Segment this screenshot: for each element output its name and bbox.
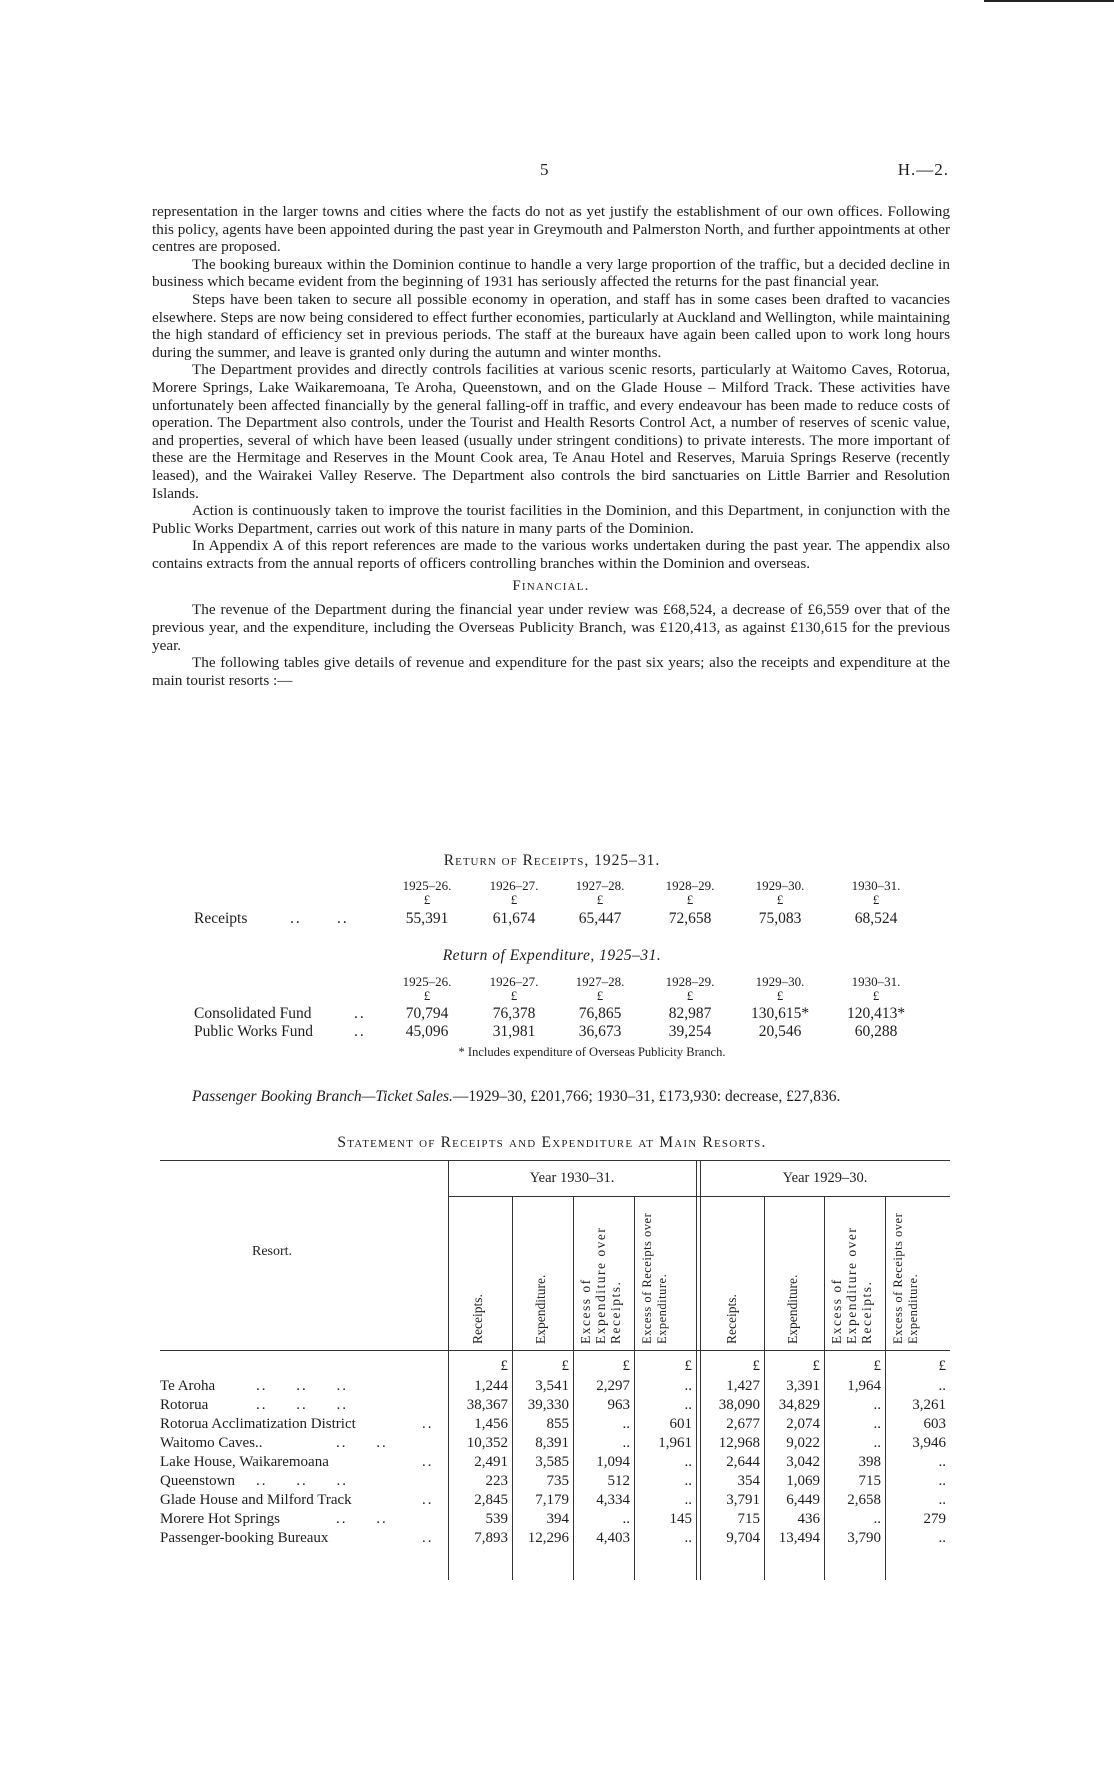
- row-leader: .. .. ..: [256, 1397, 348, 1413]
- resort-name: Rotorua Acclimatization District: [160, 1416, 356, 1432]
- cell-value: ..: [873, 1435, 881, 1451]
- year-header: 1929–30.: [755, 974, 805, 989]
- resort-name: Rotorua: [160, 1397, 209, 1413]
- cell-value: 12,296: [527, 1530, 569, 1546]
- unit-label: £: [500, 1358, 508, 1374]
- table-rule: [885, 1196, 886, 1580]
- table-rule: [700, 1160, 701, 1580]
- cell-value: ..: [684, 1530, 692, 1546]
- cell-value: 3,541: [535, 1378, 569, 1394]
- expenditure-value: 36,673: [578, 1023, 622, 1040]
- cell-value: ..: [622, 1416, 630, 1432]
- passenger-booking-paragraph: [152, 1088, 952, 1106]
- unit-label: £: [776, 892, 784, 907]
- cell-value: 1,964: [847, 1378, 881, 1394]
- row-leader: ..: [422, 1416, 434, 1432]
- cell-value: 1,427: [726, 1378, 760, 1394]
- cell-value: 855: [546, 1416, 569, 1432]
- column-header: Expenditure.: [533, 1274, 548, 1344]
- table-rule: [824, 1196, 825, 1580]
- year-group-header: Year 1930–31.: [529, 1170, 615, 1186]
- cell-value: ..: [684, 1397, 692, 1413]
- cell-value: ..: [622, 1511, 630, 1527]
- cell-value: ..: [873, 1511, 881, 1527]
- year-header: 1929–30.: [755, 878, 805, 893]
- expenditure-value: 70,794: [405, 1005, 449, 1022]
- cell-value: 1,094: [596, 1454, 630, 1470]
- receipts-value: 55,391: [405, 910, 449, 927]
- resort-name: Passenger-booking Bureaux: [160, 1530, 329, 1546]
- cell-value: 512: [607, 1473, 630, 1489]
- resort-name: Te Aroha: [160, 1378, 216, 1394]
- cell-value: 2,677: [726, 1416, 760, 1432]
- cell-value: ..: [938, 1378, 946, 1394]
- row-leader: ..: [422, 1454, 434, 1470]
- table-rule: [512, 1196, 513, 1580]
- year-header: 1927–28.: [575, 974, 625, 989]
- unit-label: £: [872, 892, 880, 907]
- cell-value: 715: [737, 1511, 760, 1527]
- cell-value: 2,297: [596, 1378, 630, 1394]
- cell-value: 9,704: [726, 1530, 760, 1546]
- cell-value: 4,334: [596, 1492, 630, 1508]
- resort-name: Lake House, Waikaremoana: [160, 1454, 329, 1470]
- cell-value: 3,791: [726, 1492, 760, 1508]
- page-number: 5: [540, 160, 549, 179]
- expenditure-value: 76,378: [492, 1005, 536, 1022]
- unit-label: £: [596, 988, 604, 1003]
- paragraph: The Department provides and directly controls facilities at various scenic resorts, particularly at Waitomo Caves, Rotorua, Morere Springs, Lake Waikaremoana, Te Aroha, Queenstown, and on the Glade House – Milford Track. These activities have unfortunately been affected financially by the general falling-off in traffic, and every endeavour has been made to reduce costs of operation. The Department also controls, under the Tourist and Health Resorts Control Act, a number of reserves of scenic value, and properties, several of which have been leased (usually under stringent conditions) to private interests. The more important of these are the Hermitage and Reserves in the Mount Cook area, Te Anau Hotel and Reserves, Maruia Springs Reserve (recently leased), and the Wairakei Valley Reserve. The Department also controls the bird sanctuaries on Little Barrier and Resolution Islands.: [152, 361, 950, 502]
- cell-value: 12,968: [718, 1435, 760, 1451]
- cell-value: 1,069: [786, 1473, 820, 1489]
- row-leader: ..: [422, 1492, 434, 1508]
- year-header: 1926–27.: [489, 974, 539, 989]
- table-rule: [634, 1196, 635, 1580]
- cell-value: 13,494: [778, 1530, 820, 1546]
- table-rule: [160, 1160, 950, 1161]
- column-header: Expenditure.: [785, 1274, 800, 1344]
- year-header: 1928–29.: [665, 974, 715, 989]
- paragraph: The revenue of the Department during the financial year under review was £68,524, a decrease of £6,559 over that of the previous year, and the expenditure, including the Overseas Publicity Branch, was £120,413, as against £130,615 for the previous year.: [152, 601, 950, 654]
- unit-label: £: [776, 988, 784, 1003]
- cell-value: 8,391: [535, 1435, 569, 1451]
- year-group-header: Year 1929–30.: [782, 1170, 868, 1186]
- expenditure-value: 76,865: [578, 1005, 622, 1022]
- cell-value: 39,330: [527, 1397, 569, 1413]
- resort-column-header: Resort.: [252, 1244, 293, 1259]
- expenditure-value: 39,254: [668, 1023, 712, 1040]
- cell-value: ..: [684, 1454, 692, 1470]
- column-header: Receipts.: [470, 1294, 485, 1344]
- expenditure-table-title: Return of Expenditure, 1925–31.: [442, 947, 662, 964]
- paragraph: The booking bureaux within the Dominion continue to handle a very large proportion of the traffic, but a decided decline in business which became evident from the beginning of 1931 has seriously affected the returns for the past financial year.: [152, 255, 950, 291]
- cell-value: 963: [607, 1397, 630, 1413]
- cell-value: ..: [684, 1473, 692, 1489]
- cell-value: 2,074: [786, 1416, 820, 1432]
- row-leader: .. ..: [290, 910, 349, 927]
- cell-value: 145: [669, 1511, 692, 1527]
- cell-value: ..: [622, 1435, 630, 1451]
- row-leader: ..: [354, 1005, 366, 1022]
- expenditure-value: 60,288: [854, 1023, 898, 1040]
- cell-value: 3,391: [786, 1378, 820, 1394]
- year-header: 1926–27.: [489, 878, 539, 893]
- cell-value: 7,893: [474, 1530, 508, 1546]
- unit-label: £: [812, 1358, 820, 1374]
- row-label: Receipts: [194, 910, 248, 927]
- cell-value: ..: [938, 1473, 946, 1489]
- unit-label: £: [561, 1358, 569, 1374]
- year-header: 1928–29.: [665, 878, 715, 893]
- cell-value: ..: [684, 1492, 692, 1508]
- cell-value: 1,961: [658, 1435, 692, 1451]
- cell-value: 394: [546, 1511, 569, 1527]
- cell-value: 34,829: [778, 1397, 820, 1413]
- cell-value: 7,179: [535, 1492, 569, 1508]
- unit-label: £: [752, 1358, 760, 1374]
- cell-value: 398: [858, 1454, 881, 1470]
- paragraph: The following tables give details of revenue and expenditure for the past six years; also the receipts and expenditure at the main tourist resorts :—: [152, 654, 950, 689]
- passenger-booking-text: —1929–30, £201,766; 1930–31, £173,930: decrease, £27,836.: [452, 1088, 841, 1105]
- expenditure-value: 82,987: [668, 1005, 712, 1022]
- receipts-value: 75,083: [758, 910, 802, 927]
- cell-value: 10,352: [466, 1435, 508, 1451]
- row-leader: .. .. ..: [256, 1473, 348, 1489]
- footnote: * Includes expenditure of Overseas Publicity Branch.: [458, 1045, 726, 1059]
- column-header: Excess of Receipts over Expenditure.: [891, 1212, 920, 1344]
- receipts-value: 61,674: [492, 910, 536, 927]
- column-header: Excess of Expenditure over Receipts.: [829, 1226, 874, 1344]
- expenditure-value: 31,981: [492, 1023, 536, 1040]
- year-header: 1925–26.: [402, 878, 452, 893]
- cell-value: 38,367: [466, 1397, 508, 1413]
- cell-value: 603: [923, 1416, 946, 1432]
- unit-label: £: [510, 892, 518, 907]
- paragraph: Steps have been taken to secure all possible economy in operation, and staff has in some cases been drafted to vacancies elsewhere. Steps are now being considered to effect further economies, particularly at Auckland and Wellington, while maintaining the high standard of efficiency set in previous periods. The staff at the bureaux have again been called upon to work long hours during the summer, and leave is granted only during the autumn and winter months.: [152, 290, 950, 361]
- document-reference: H.—2.: [897, 160, 949, 179]
- cell-value: 3,946: [912, 1435, 946, 1451]
- unit-label: £: [510, 988, 518, 1003]
- expenditure-value: 130,615*: [750, 1005, 810, 1022]
- cell-value: 601: [669, 1416, 692, 1432]
- resort-name: Glade House and Milford Track: [160, 1492, 352, 1508]
- cell-value: ..: [873, 1416, 881, 1432]
- cell-value: ..: [938, 1454, 946, 1470]
- cell-value: 1,244: [474, 1378, 508, 1394]
- resort-name: Morere Hot Springs: [160, 1511, 280, 1527]
- cell-value: 735: [546, 1473, 569, 1489]
- receipts-value: 65,447: [578, 910, 622, 927]
- expenditure-value: 45,096: [405, 1023, 449, 1040]
- unit-label: £: [872, 988, 880, 1003]
- cell-value: 1,456: [474, 1416, 508, 1432]
- unit-label: £: [596, 892, 604, 907]
- year-header: 1927–28.: [575, 878, 625, 893]
- row-leader: ..: [354, 1023, 366, 1040]
- row-leader: .. ..: [336, 1511, 388, 1527]
- cell-value: 9,022: [786, 1435, 820, 1451]
- unit-label: £: [938, 1358, 946, 1374]
- resort-name: Waitomo Caves..: [160, 1435, 263, 1451]
- unit-label: £: [686, 988, 694, 1003]
- body-text: [152, 203, 950, 689]
- cell-value: ..: [684, 1378, 692, 1394]
- table-rule: [764, 1196, 765, 1580]
- cell-value: 436: [797, 1511, 820, 1527]
- cell-value: ..: [873, 1397, 881, 1413]
- cell-value: 2,845: [474, 1492, 508, 1508]
- column-header: Excess of Receipts over Expenditure.: [640, 1212, 669, 1344]
- cell-value: 3,261: [912, 1397, 946, 1413]
- unit-label: £: [684, 1358, 692, 1374]
- unit-label: £: [622, 1358, 630, 1374]
- cell-value: 6,449: [786, 1492, 820, 1508]
- table-rule: [448, 1160, 449, 1580]
- year-header: 1925–26.: [402, 974, 452, 989]
- table-rule: [696, 1160, 697, 1580]
- receipts-value: 68,524: [854, 910, 898, 927]
- column-header: Receipts.: [724, 1294, 739, 1344]
- cell-value: 715: [858, 1473, 881, 1489]
- receipts-table-title: Return of Receipts, 1925–31.: [443, 852, 661, 869]
- row-leader: ..: [422, 1530, 434, 1546]
- cell-value: 4,403: [596, 1530, 630, 1546]
- year-header: 1930–31.: [851, 878, 901, 893]
- row-label: Consolidated Fund: [194, 1005, 312, 1022]
- expenditure-value: 20,546: [758, 1023, 802, 1040]
- cell-value: 2,658: [847, 1492, 881, 1508]
- unit-label: £: [873, 1358, 881, 1374]
- cell-value: ..: [938, 1530, 946, 1546]
- row-label: Public Works Fund: [194, 1023, 314, 1040]
- cell-value: 3,042: [786, 1454, 820, 1470]
- table-rule: [160, 1350, 950, 1351]
- passenger-booking-label: Passenger Booking Branch—Ticket Sales.: [192, 1088, 453, 1105]
- unit-label: £: [686, 892, 694, 907]
- cell-value: 3,585: [535, 1454, 569, 1470]
- receipts-value: 72,658: [668, 910, 712, 927]
- cell-value: 38,090: [718, 1397, 760, 1413]
- table-rule: [448, 1196, 950, 1197]
- cell-value: 2,491: [474, 1454, 508, 1470]
- expenditure-value: 120,413*: [846, 1005, 906, 1022]
- unit-label: £: [423, 892, 431, 907]
- resort-name: Queenstown: [160, 1473, 235, 1489]
- financial-heading: Financial.: [512, 578, 590, 595]
- unit-label: £: [423, 988, 431, 1003]
- cell-value: 3,790: [847, 1530, 881, 1546]
- cell-value: 279: [923, 1511, 946, 1527]
- paragraph: In Appendix A of this report references are made to the various works undertaken during the past year. The appendix also contains extracts from the annual reports of officers controlling branches within the Dominion and overseas.: [152, 537, 950, 572]
- cell-value: 354: [737, 1473, 760, 1489]
- row-leader: .. .. ..: [256, 1378, 348, 1394]
- cell-value: ..: [938, 1492, 946, 1508]
- paragraph: representation in the larger towns and cities where the facts do not as yet justify the establishment of our own offices. Following this policy, agents have been appointed during the past year in Greymouth and Palmerston North, and further appointments at other centres are proposed.: [152, 203, 950, 256]
- top-rule: [984, 0, 1114, 2]
- year-header: 1930–31.: [851, 974, 901, 989]
- cell-value: 223: [485, 1473, 508, 1489]
- cell-value: 2,644: [726, 1454, 760, 1470]
- cell-value: 539: [485, 1511, 508, 1527]
- row-leader: .. ..: [336, 1435, 388, 1451]
- paragraph: Action is continuously taken to improve the tourist facilities in the Dominion, and this Department, in conjunction with the Public Works Department, carries out work of this nature in many parts of the Dominion.: [152, 502, 950, 537]
- table-rule: [573, 1196, 574, 1580]
- column-header: Excess of Expenditure over Receipts.: [578, 1226, 623, 1344]
- resorts-table-title: Statement of Receipts and Expenditure at Main Resorts.: [337, 1134, 767, 1151]
